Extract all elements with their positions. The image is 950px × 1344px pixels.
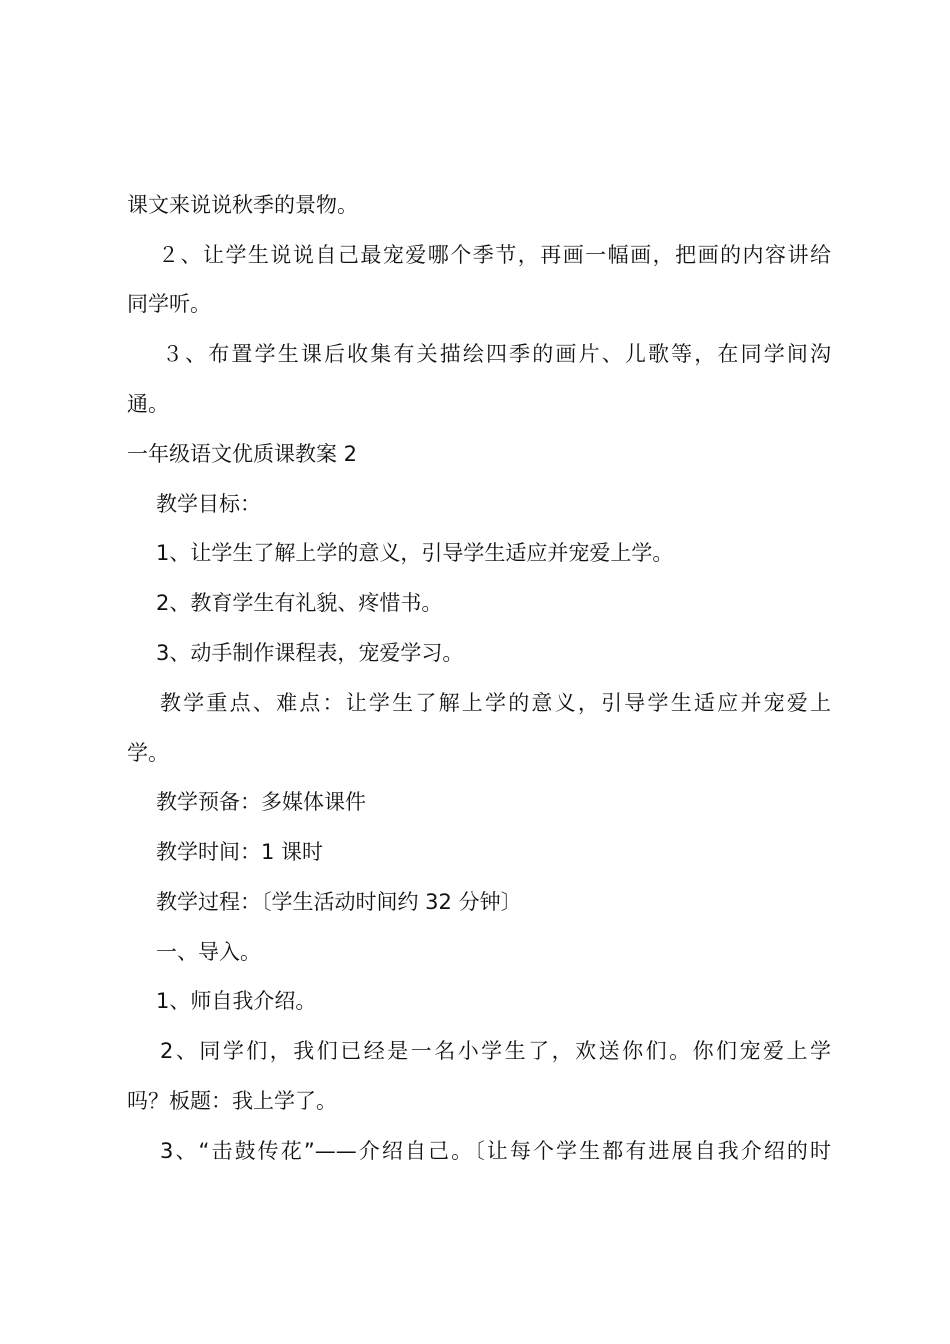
section-heading: 一年级语文优质课教案 2 bbox=[127, 442, 358, 466]
text-line: ３、布置学生课后收集有关描绘四季的画片、儿歌等，在同学间沟 bbox=[162, 342, 831, 366]
text-line: 3、“击鼓传花”——介绍自己。〔让每个学生都有进展自我介绍的时 bbox=[160, 1139, 831, 1163]
text-line: ２、让学生说说自己最宠爱哪个季节，再画一幅画，把画的内容讲给 bbox=[158, 243, 831, 267]
text-line: 同学听。 bbox=[127, 292, 211, 316]
text-line: 教学预备：多媒体课件 bbox=[156, 790, 366, 814]
text-line: 2、教育学生有礼貌、疼惜书。 bbox=[156, 591, 443, 615]
text-line: 1、让学生了解上学的意义，引导学生适应并宠爱上学。 bbox=[156, 541, 674, 565]
text-line: 教学重点、难点：让学生了解上学的意义，引导学生适应并宠爱上 bbox=[160, 691, 831, 715]
text-line: 课文来说说秋季的景物。 bbox=[127, 193, 358, 217]
text-line: 3、动手制作课程表，宠爱学习。 bbox=[156, 641, 464, 665]
text-line: 通。 bbox=[127, 392, 169, 416]
text-line: 2、同学们，我们已经是一名小学生了，欢送你们。你们宠爱上学 bbox=[160, 1039, 831, 1063]
text-line: 教学过程：〔学生活动时间约 32 分钟〕 bbox=[156, 890, 522, 914]
text-line: 教学时间：1 课时 bbox=[156, 840, 324, 864]
text-line: 教学目标： bbox=[156, 492, 261, 516]
text-line: 1、师自我介绍。 bbox=[156, 989, 317, 1013]
text-line: 学。 bbox=[127, 741, 169, 765]
text-line: 吗？板题：我上学了。 bbox=[127, 1089, 337, 1113]
text-line: 一、导入。 bbox=[156, 940, 261, 964]
